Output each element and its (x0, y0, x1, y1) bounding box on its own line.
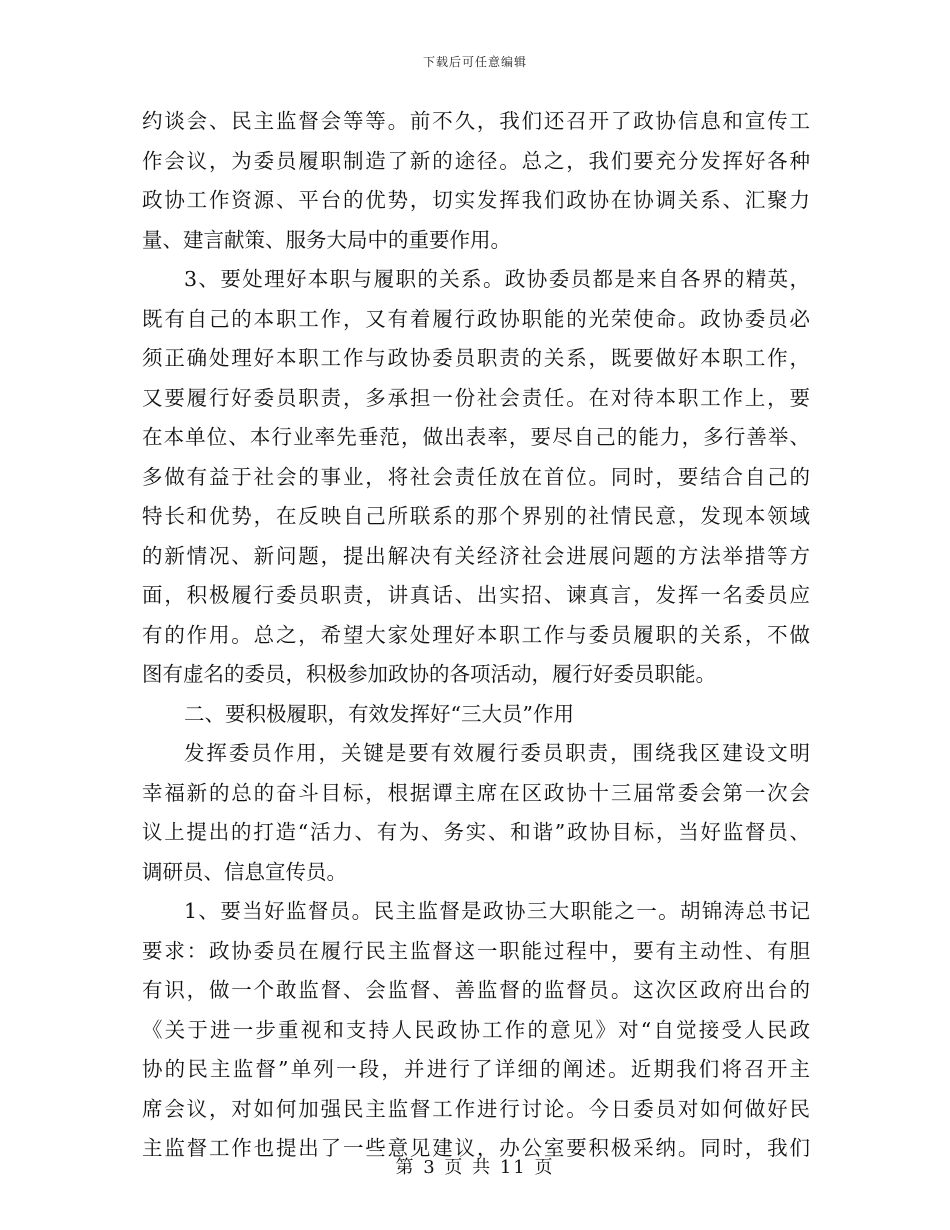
text-line: 有识，做一个敢监督、会监督、善监督的监督员。这次区政府出台的 (142, 978, 810, 1002)
text-line: 议上提出的打造“活力、有为、务实、和谐”政协目标，当好监督员、 (142, 820, 810, 844)
text-line: 特长和优势，在反映自己所联系的那个界别的社情民意，发现本领域 (142, 504, 810, 528)
paragraph (142, 102, 810, 260)
text-line: 在本单位、本行业率先垂范，做出表率，要尽自己的能力，多行善举、 (142, 425, 810, 449)
text-line: 3、要处理好本职与履职的关系。政协委员都是来自各界的精英， (184, 267, 810, 291)
text-line: 约谈会、民主监督会等等。前不久，我们还召开了政协信息和宣传工 (142, 109, 810, 133)
text-line: 协的民主监督”单列一段，并进行了详细的阐述。近期我们将召开主 (142, 1057, 810, 1081)
text-line: 《关于进一步重视和支持人民政协工作的意见》对“自觉接受人民政 (142, 1017, 810, 1042)
paragraph (142, 695, 810, 735)
text-line: 面，积极履行委员职责，讲真话、出实招、谏真言，发挥一名委员应 (142, 583, 810, 607)
text-line: 有的作用。总之，希望大家处理好本职工作与委员履职的关系，不做 (142, 622, 810, 647)
paragraph (142, 260, 810, 695)
text-line: 又要履行好委员职责，多承担一份社会责任。在对待本职工作上，要 (142, 385, 810, 410)
text-line: 二、要积极履职，有效发挥好“三大员”作用 (184, 701, 574, 726)
paragraph (142, 892, 810, 1169)
text-line: 主监督工作也提出了一些意见建议，办公室要积极采纳。同时，我们 (142, 1136, 810, 1160)
page-footer: 第 3 页 共 11 页 (395, 1157, 555, 1178)
text-line: 发挥委员作用，关键是要有效履行委员职责，围绕我区建设文明 (184, 741, 810, 765)
text-line: 作会议，为委员履职制造了新的途径。总之，我们要充分发挥好各种 (142, 148, 810, 173)
text-line: 的新情况、新问题，提出解决有关经济社会进展问题的方法举措等方 (142, 543, 810, 568)
text-line: 1、要当好监督员。民主监督是政协三大职能之一。胡锦涛总书记 (184, 899, 810, 923)
text-line: 量、建言献策、服务大局中的重要作用。 (142, 227, 511, 252)
document-body (142, 102, 810, 1169)
text-line: 要求：政协委员在履行民主监督这一职能过程中，要有主动性、有胆 (142, 938, 810, 963)
paragraph (142, 734, 810, 892)
text-line: 席会议，对如何加强民主监督工作进行讨论。今日委员对如何做好民 (142, 1096, 810, 1121)
text-line: 既有自己的本职工作，又有着履行政协职能的光荣使命。政协委员必 (142, 306, 810, 331)
text-line: 政协工作资源、平台的优势，切实发挥我们政协在协调关系、汇聚力 (142, 188, 810, 212)
page-header: 下载后可任意编辑 (422, 55, 527, 69)
text-line: 须正确处理好本职工作与政协委员职责的关系，既要做好本职工作， (142, 346, 810, 370)
text-line: 多做有益于社会的事业，将社会责任放在首位。同时，要结合自己的 (142, 464, 810, 489)
text-line: 幸福新的总的奋斗目标，根据谭主席在区政协十三届常委会第一次会 (142, 780, 810, 805)
text-line: 图有虚名的委员，积极参加政协的各项活动，履行好委员职能。 (142, 662, 716, 686)
text-line: 调研员、信息宣传员。 (142, 859, 347, 884)
